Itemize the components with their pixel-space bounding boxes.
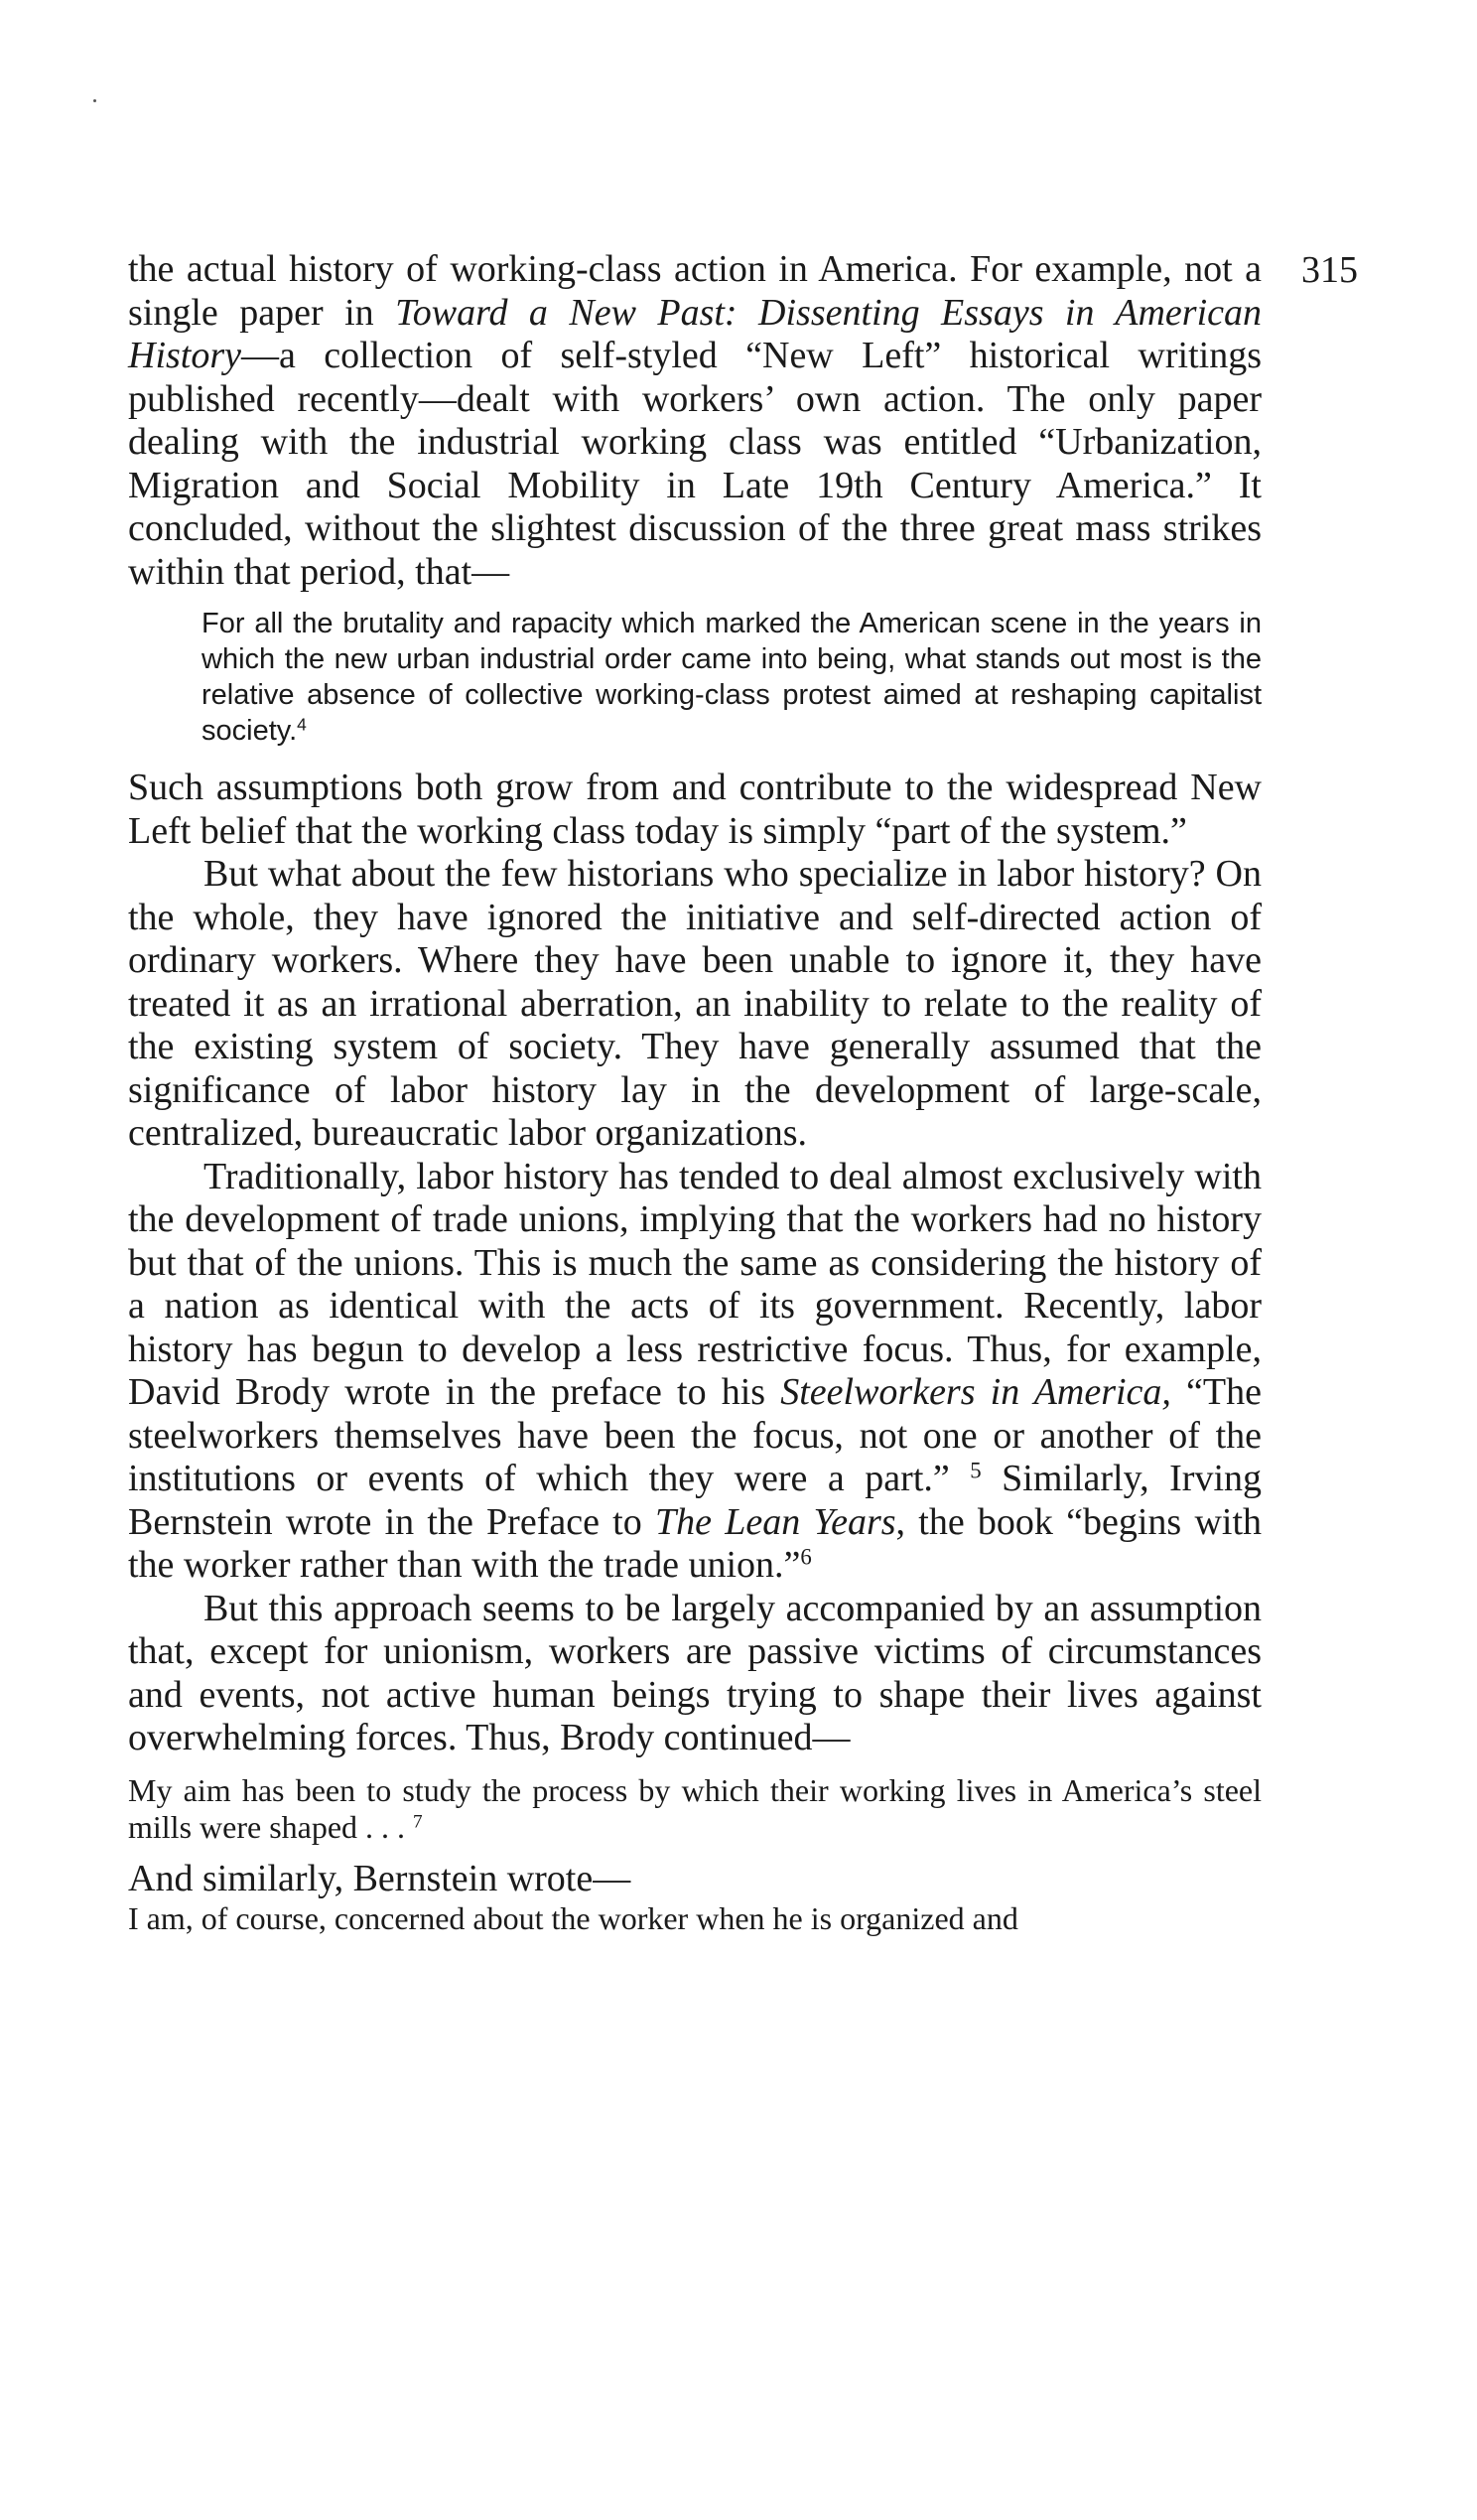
block-quote-1	[128, 606, 1262, 749]
paragraph-5	[128, 1588, 1262, 1760]
paragraph-2	[128, 767, 1262, 853]
text-run: “The steelworkers themselves have been the focus, not one or another of the institutions or events of which they were a part.”	[128, 1371, 1262, 1499]
block-quote-2	[128, 1772, 1262, 1846]
italic-title: Steelworkers in America,	[780, 1371, 1171, 1413]
text-run: , the book “begins with the worker rather than with the trade union.”	[128, 1500, 1263, 1586]
footnote-ref: 7	[413, 1810, 423, 1832]
block-quote-3	[128, 1900, 1262, 1937]
text-run: —a collection of self-styled “New Left” historical writings published recently—dealt with workers’ own action. The only paper dealing with the industrial working class was entitled “Urbanization, Migration and Social Mobility in Late 19th Century America.” It concluded, without the slightest discussion of the three great mass strikes within that period, that—	[128, 335, 1262, 593]
text-run: Traditionally, labor history has tended to deal almost exclusively with the development of trade unions, implying that the workers had no history but that of the unions. This is much the same as considering the history of a nation as identical with the acts of its government. Recently, labor history has begun to develop a less restrictive focus. Thus, for example, David Brody wrote in the preface to his	[128, 1155, 1262, 1413]
text-run: Similarly, Irving Bernstein wrote in the Preface to	[128, 1458, 1262, 1543]
stray-dot-mark	[93, 99, 96, 102]
footnote-ref: 5	[970, 1458, 982, 1483]
text-run: But this approach seems to be largely accompanied by an assumption that, except for unionism, workers are passive victims of circumstances and events, not active human beings trying to shape their lives against overwhelming forces. Thus, Brody continued—	[128, 1587, 1262, 1758]
footnote-ref: 4	[297, 714, 307, 735]
paragraph-4	[128, 1156, 1262, 1588]
text-run: And similarly, Bernstein wrote—	[128, 1857, 631, 1899]
text-run: Such assumptions both grow from and contribute to the widespread New Left belief that the working class today is simply “part of the system.”	[128, 767, 1262, 852]
main-text-column	[128, 248, 1262, 1937]
text-run: For all the brutality and rapacity which marked the American scene in the years in which the new urban industrial order came into being, what stands out most is the relative absence of collective working-class protest aimed at reshaping capitalist society.	[201, 608, 1262, 747]
paragraph-3	[128, 853, 1262, 1156]
paragraph-6	[128, 1858, 1262, 1901]
text-run: My aim has been to study the process by which their working lives in America’s steel mills were shaped . . .	[128, 1771, 1262, 1845]
text-run: But what about the few historians who specialize in labor history? On the whole, they have ignored the initiative and self-directed action of ordinary workers. Where they have been unable to ignore it, they have treated it as an irrational aberration, an inability to relate to the reality of the existing system of society. They have generally assumed that the significance of labor history lay in the development of large-scale, centralized, bureaucratic labor organizations.	[128, 853, 1262, 1154]
page-number: 315	[1301, 249, 1358, 291]
italic-title: Toward a New Past: Dissenting Essays in American History	[128, 291, 1262, 376]
italic-title: The Lean Years	[654, 1500, 896, 1543]
footnote-ref: 6	[800, 1544, 812, 1570]
text-run: the actual history of working-class action in America. For example, not a single paper in	[128, 248, 1262, 334]
text-run: I am, of course, concerned about the worker when he is organized and	[128, 1900, 1018, 1936]
paragraph-1	[128, 248, 1262, 594]
